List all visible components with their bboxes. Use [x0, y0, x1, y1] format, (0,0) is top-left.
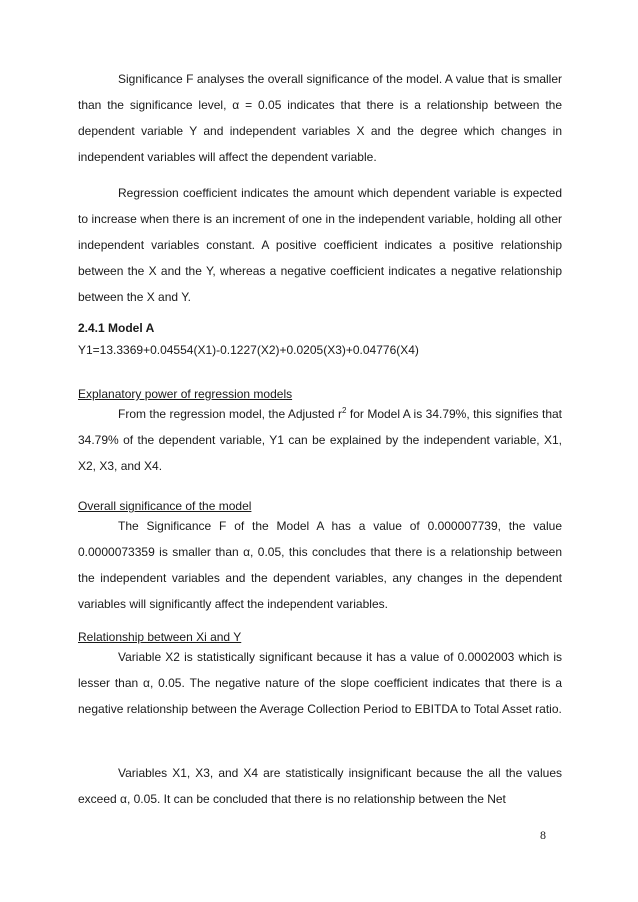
paragraph-relationship-x2: Variable X2 is statistically significant because it has a value of 0.0002003 which is lesser than α, 0.05. The negative nature of the slope coefficient indicates that there is a negative relationship between the Average Collection Period to EBITDA to Total Asset ratio. — [78, 650, 562, 716]
paragraph-significance-f: Significance F analyses the overall significance of the model. A value that is smaller than the significance level, α = 0.05 indicates that there is a relationship between the dependent variable Y and independent variables X and the degree which changes in independent variables will affect the dependent variable. — [78, 72, 562, 164]
paragraph-overall-significance: The Significance F of the Model A has a value of 0.000007739, the value 0.0000073359 is smaller than α, 0.05, this concludes that there is a relationship between the independent variables and the dependent variables, any changes in the dependent variables will significantly affect the independent variables. — [78, 519, 562, 611]
explanatory-text-before: From the regression model, the Adjusted r — [118, 407, 343, 421]
paragraph-insignificant-variables: Variables X1, X3, and X4 are statistically insignificant because the all the values exceed α, 0.05. It can be concluded that there is no relationship between the Net — [78, 766, 562, 806]
explanatory-text-after: for Model A is 34.79%, this signifies that 34.79% of the dependent variable, Y1 can be explained by the independent variable, X1, X2, X3, and X4. — [78, 407, 562, 473]
subheading-overall-significance: Overall significance of the model — [78, 499, 252, 513]
section-heading: 2.4.1 Model A — [78, 321, 155, 335]
r-squared-superscript: 2 — [342, 406, 347, 415]
subheading-relationship: Relationship between Xi and Y — [78, 630, 242, 644]
page-number: 8 — [540, 828, 546, 842]
paragraph-regression-coefficient: Regression coefficient indicates the amount which dependent variable is expected to increase when there is an increment of one in the independent variable, holding all other independent variables constant. A positive coefficient indicates a positive relationship between the X and the Y, whereas a negative coefficient indicates a negative relationship between the X and Y. — [78, 186, 562, 304]
paragraph-explanatory-power — [78, 401, 562, 479]
subheading-explanatory-power: Explanatory power of regression models — [78, 387, 293, 401]
regression-formula: Y1=13.3369+0.04554(X1)-0.1227(X2)+0.0205(X3)+0.04776(X4) — [78, 343, 419, 357]
